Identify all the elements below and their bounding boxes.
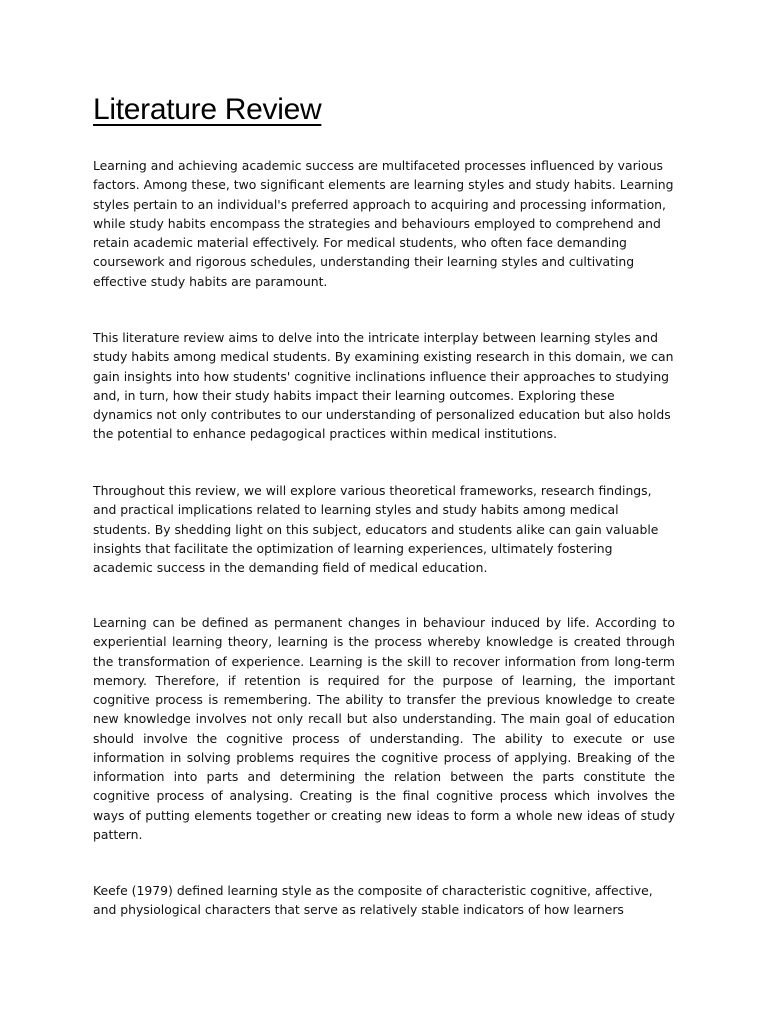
paragraph-learning-style: Keefe (1979) defined learning style as the composite of characteristic cognitive, affective, and physiological characters that serve as relatively stable indicators of how learners (93, 883, 653, 918)
paragraph-aims: This literature review aims to delve into the intricate interplay between learning styles and study habits among medical students. By examining existing research in this domain, we can gain insights into how students' cognitive inclinations influence their approaches to studying and, in turn, how their study habits impact their learning outcomes. Exploring these dynamics not only contributes to our understanding of personalized education but also holds the potential to enhance pedagogical practices within medical institutions. (93, 330, 674, 442)
paragraph-overview: Throughout this review, we will explore various theoretical frameworks, research findings, and practical implications related to learning styles and study habits among medical students. By shedding light on this subject, educators and students alike can gain valuable insights that facilitate the optimization of learning experiences, ultimately fostering academic success in the demanding field of medical education. (93, 483, 659, 575)
paragraph-intro: Learning and achieving academic success are multifaceted processes influenced by various factors. Among these, two significant elements are learning styles and study habits. Learning styles pertain to an individual's preferred approach to acquiring and processing information, while study habits encompass the strategies and behaviours employed to comprehend and retain academic material effectively. For medical students, who often face demanding coursework and rigorous schedules, understanding their learning styles and cultivating effective study habits are paramount. (93, 158, 674, 289)
paragraph-learning-definition: Learning can be defined as permanent changes in behaviour induced by life. According to experiential learning theory, learning is the process whereby knowledge is created through the transformation of experience. Learning is the skill to recover information from long-term memory. Therefore, if retention is required for the purpose of learning, the important cognitive process is remembering. The ability to transfer the previous knowledge to create new knowledge involves not only recall but also understanding. The main goal of education should involve the cognitive process of understanding. The ability to execute or use information in solving problems requires the cognitive process of applying. Breaking of the information into parts and determining the relation between the parts constitute the cognitive process of analysing. Creating is the final cognitive process which involves the ways of putting elements together or creating new ideas to form a whole new ideas of study pattern. (93, 615, 675, 842)
document-title: Literature Review (93, 93, 322, 126)
